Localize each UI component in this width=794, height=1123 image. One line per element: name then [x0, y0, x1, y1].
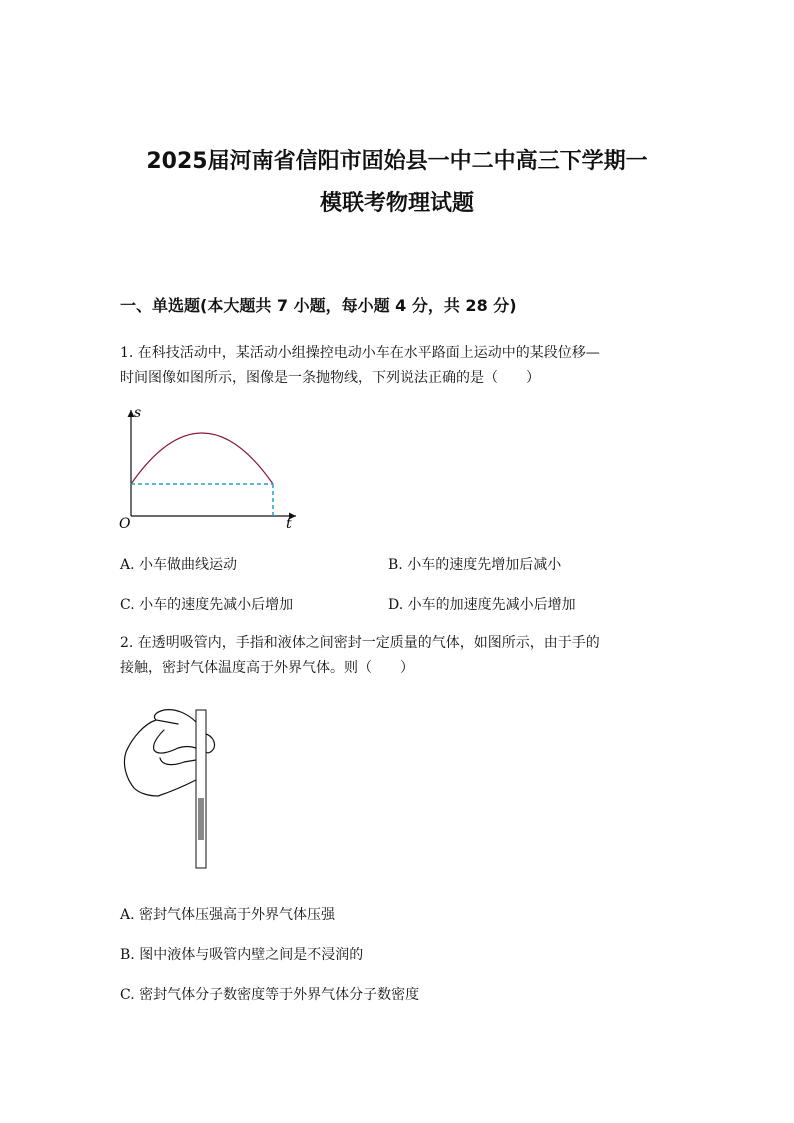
position-time-graph [116, 404, 306, 532]
straw-hand-figure [118, 700, 228, 872]
q2-option-b: B. 图中液体与吸管内壁之间是不浸润的 [120, 947, 364, 963]
section-heading: 一、单选题(本大题共 7 小题，每小题 4 分，共 28 分) [120, 296, 517, 315]
x-axis-label: t [286, 516, 292, 532]
paper-title-line1: 2025届河南省信阳市固始县一中二中高三下学期一 [146, 149, 648, 174]
q1-option-c: C. 小车的速度先减小后增加 [120, 597, 294, 613]
q1-option-a: A. 小车做曲线运动 [120, 557, 238, 573]
y-axis-label: s [134, 405, 142, 421]
q2-option-a: A. 密封气体压强高于外界气体压强 [120, 907, 336, 923]
paper-title-line2: 模联考物理试题 [319, 191, 474, 216]
q2-option-c: C. 密封气体分子数密度等于外界气体分子数密度 [120, 987, 420, 1003]
origin-label: O [119, 516, 131, 532]
straw [196, 710, 206, 868]
q1-option-b: B. 小车的速度先增加后减小 [388, 557, 562, 573]
question-2-text-line2: 接触，密封气体温度高于外界气体。则（ ） [120, 660, 414, 676]
question-1-text-line1: 1. 在科技活动中，某活动小组操控电动小车在水平路面上运动中的某段位移— [120, 345, 600, 361]
question-2-text-line1: 2. 在透明吸管内，手指和液体之间密封一定质量的气体，如图所示，由于手的 [120, 635, 600, 651]
parabola-curve [131, 433, 273, 484]
liquid-column [198, 798, 204, 840]
question-1-text-line2: 时间图像如图所示，图像是一条抛物线，下列说法正确的是（ ） [120, 370, 540, 386]
q1-option-d: D. 小车的加速度先减小后增加 [388, 597, 576, 613]
